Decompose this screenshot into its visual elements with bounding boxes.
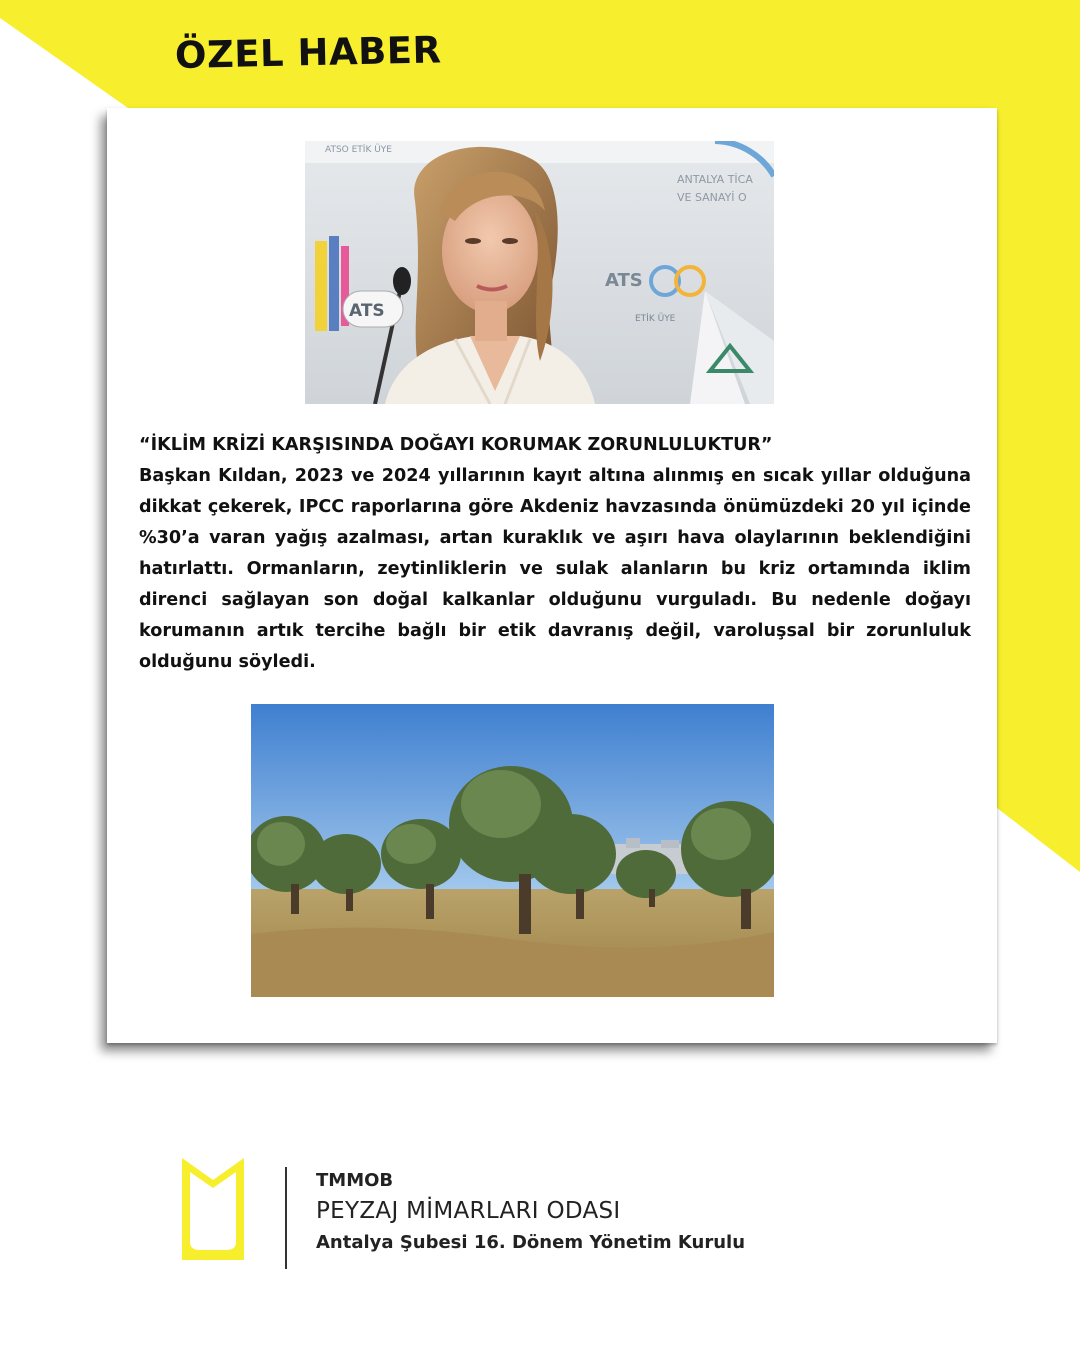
olive-grove-photo bbox=[251, 704, 774, 997]
yellow-top-band bbox=[0, 0, 1080, 108]
article bbox=[139, 430, 971, 678]
backdrop-banner-line2: VE SANAYİ O bbox=[677, 191, 747, 204]
org-line-tmmob: TMMOB bbox=[316, 1170, 394, 1191]
footer-divider bbox=[285, 1167, 287, 1269]
backdrop-banner-line1: ANTALYA TİCA bbox=[677, 173, 753, 186]
yellow-right-band bbox=[997, 108, 1080, 872]
article-headline: “İKLİM KRİZİ KARŞISINDA DOĞAYI KORUMAK ZORUNLULUKTUR” bbox=[139, 435, 773, 455]
backdrop-etik-label: ETİK ÜYE bbox=[635, 314, 676, 324]
org-line-branch: Antalya Şubesi 16. Dönem Yönetim Kurulu bbox=[316, 1232, 746, 1253]
article-body: Başkan Kıldan, 2023 ve 2024 yıllarının kayıt altına alınmış en sıcak yıllar olduğuna dikkat çekerek, IPCC raporlarına göre Akdeniz havzasında önümüzdeki 20 yıl içinde %30’a varan yağış azalması, artan kuraklık ve aşırı hava olaylarının beklendiğini hatırlattı. Ormanların, zeytinliklerin ve sulak alanların bu kriz ortamında iklim direnci sağlayan son doğal kalkanlar olduğunu vurguladı. Bu nedenle doğayı korumanın artık tercihe bağlı bir etik davranış değil, varoluşsal bir zorunluluk olduğunu söyledi. bbox=[139, 466, 971, 672]
portrait-photo bbox=[305, 141, 774, 404]
mic-ats-label: ATS bbox=[349, 301, 385, 321]
chamber-logo-icon bbox=[182, 1158, 244, 1260]
org-line-name: PEYZAJ MİMARLARI ODASI bbox=[316, 1198, 621, 1224]
backdrop-ats-label: ATS bbox=[605, 270, 643, 291]
news-card bbox=[107, 108, 997, 1043]
footer-organization bbox=[316, 1168, 745, 1258]
page-title: ÖZEL HABER bbox=[174, 28, 442, 77]
backdrop-top-label: ATSO ETİK ÜYE bbox=[325, 145, 392, 155]
